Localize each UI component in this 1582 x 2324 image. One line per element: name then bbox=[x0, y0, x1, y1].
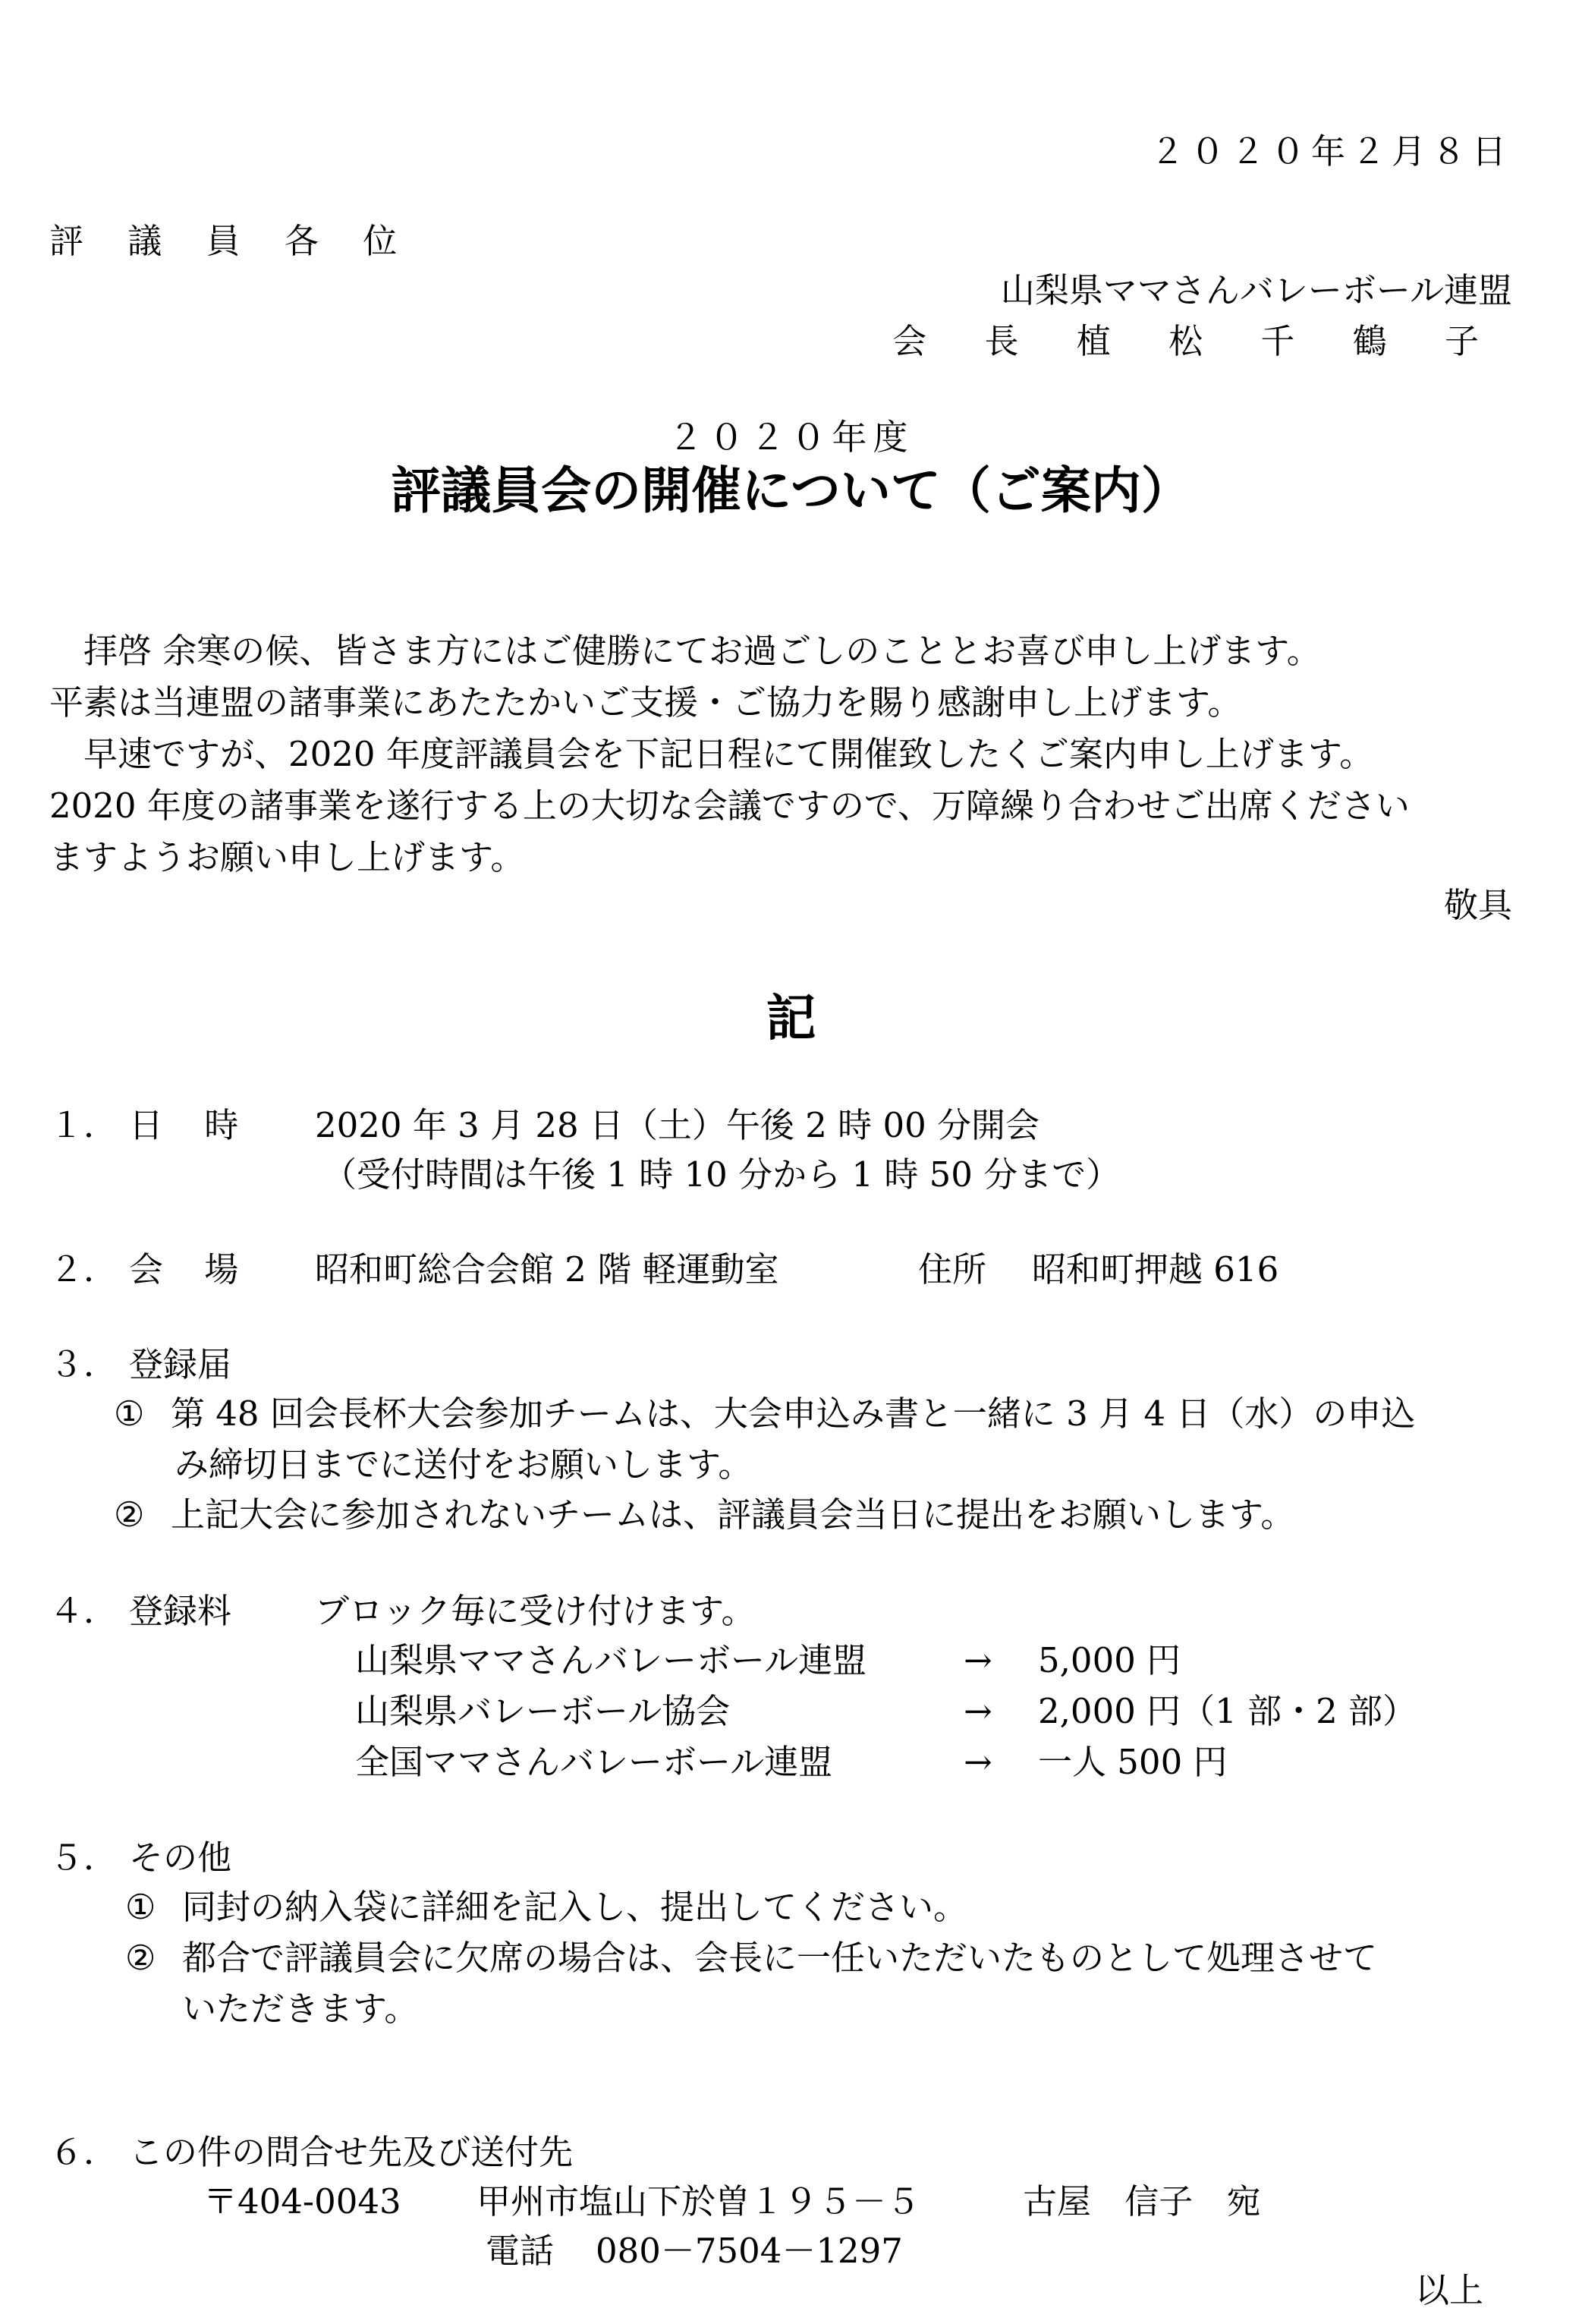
closing-ijou: 以上 bbox=[1414, 2270, 1483, 2310]
contact-phone: 080－7504－1297 bbox=[596, 2231, 903, 2271]
fee-row-name: 山梨県バレーボール協会 bbox=[355, 1691, 731, 1731]
item-5-point-1-marker: ① bbox=[125, 1887, 156, 1927]
contact-name: 古屋 信子 宛 bbox=[1023, 2181, 1261, 2222]
item-4-intro: ブロック毎に受け付けます。 bbox=[315, 1591, 756, 1631]
item-2-label: 会 場 bbox=[129, 1249, 239, 1290]
sender-president: 会 長 植 松 千 鶴 子 bbox=[892, 321, 1483, 361]
item-5-point-2-marker: ② bbox=[125, 1938, 156, 1978]
fee-row-amount: 2,000 円（1 部・2 部） bbox=[1038, 1691, 1417, 1731]
item-5-point-2-line-2: いただきます。 bbox=[182, 1989, 419, 2029]
fee-row-amount: 一人 500 円 bbox=[1038, 1742, 1228, 1782]
document-subtitle: ２０２０年度 bbox=[668, 417, 914, 458]
document-date: ２０２０年２月８日 bbox=[1150, 131, 1512, 172]
item-1-note: （受付時間は午後 1 時 10 分から 1 時 50 分まで） bbox=[322, 1154, 1121, 1195]
item-5-label: その他 bbox=[129, 1837, 232, 1878]
item-5-point-1: 同封の納入袋に詳細を記入し、提出してください。 bbox=[182, 1887, 968, 1927]
item-3-point-1-line-1: 第 48 回会長杯大会参加チームは、大会申込み書と一緒に 3 月 4 日（水）の申込 bbox=[171, 1393, 1416, 1434]
sender-organization: 山梨県ママさんバレーボール連盟 bbox=[1000, 270, 1512, 310]
fee-row-name: 全国ママさんバレーボール連盟 bbox=[355, 1742, 833, 1782]
item-3-point-1-line-2: み締切日までに送付をお願いします。 bbox=[175, 1444, 753, 1485]
arrow-right-icon: → bbox=[964, 1691, 992, 1731]
item-3-point-2-marker: ② bbox=[114, 1494, 145, 1535]
body-line-2: 平素は当連盟の諸事業にあたたかいご支援・ご協力を賜り感謝申し上げます。 bbox=[49, 682, 1242, 723]
item-6-label: この件の問合せ先及び送付先 bbox=[129, 2132, 574, 2172]
contact-address: 甲州市塩山下於曽１９５－５ bbox=[476, 2181, 921, 2222]
item-2-address: 昭和町押越 616 bbox=[1032, 1249, 1279, 1290]
item-4-number: ４． bbox=[49, 1591, 118, 1631]
item-1-number: １． bbox=[49, 1105, 118, 1145]
closing-keigu: 敬具 bbox=[1443, 885, 1512, 925]
arrow-right-icon: → bbox=[964, 1640, 992, 1680]
addressee: 評 議 員 各 位 bbox=[49, 221, 399, 261]
fee-row-name: 山梨県ママさんバレーボール連盟 bbox=[355, 1640, 867, 1680]
item-6-number: ６． bbox=[49, 2132, 118, 2172]
fee-row-amount: 5,000 円 bbox=[1038, 1640, 1181, 1680]
contact-postal-code: 〒404-0043 bbox=[203, 2181, 401, 2222]
body-line-1: 拝啓 余寒の候、皆さま方にはご健勝にてお過ごしのこととお喜び申し上げます。 bbox=[83, 631, 1321, 671]
item-4-label: 登録料 bbox=[129, 1591, 232, 1631]
item-2-address-label: 住所 bbox=[918, 1249, 987, 1290]
item-1-label: 日 時 bbox=[129, 1105, 239, 1145]
arrow-right-icon: → bbox=[964, 1742, 992, 1782]
item-5-number: ５． bbox=[49, 1837, 118, 1878]
body-line-4: 2020 年度の諸事業を遂行する上の大切な会議ですので、万障繰り合わせご出席ください bbox=[49, 786, 1410, 826]
item-2-number: ２． bbox=[49, 1249, 118, 1290]
item-3-number: ３． bbox=[49, 1344, 118, 1384]
item-3-point-1-marker: ① bbox=[114, 1393, 145, 1434]
contact-phone-label: 電話 bbox=[486, 2231, 555, 2271]
item-2-value: 昭和町総合会館 2 階 軽運動室 bbox=[315, 1249, 779, 1290]
body-line-3: 早速ですが、2020 年度評議員会を下記日程にて開催致したくご案内申し上げます。 bbox=[83, 734, 1374, 774]
item-5-point-2-line-1: 都合で評議員会に欠席の場合は、会長に一任いただいたものとして処理させて bbox=[182, 1938, 1378, 1978]
item-3-point-2: 上記大会に参加されないチームは、評議員会当日に提出をお願いします。 bbox=[171, 1494, 1295, 1535]
item-1-value: 2020 年 3 月 28 日（土）午後 2 時 00 分開会 bbox=[315, 1105, 1040, 1145]
ki-heading: 記 bbox=[766, 988, 816, 1047]
document-title: 評議員会の開催について（ご案内） bbox=[391, 461, 1191, 520]
body-line-5: ますようお願い申し上げます。 bbox=[49, 837, 525, 877]
item-3-label: 登録届 bbox=[129, 1344, 232, 1384]
